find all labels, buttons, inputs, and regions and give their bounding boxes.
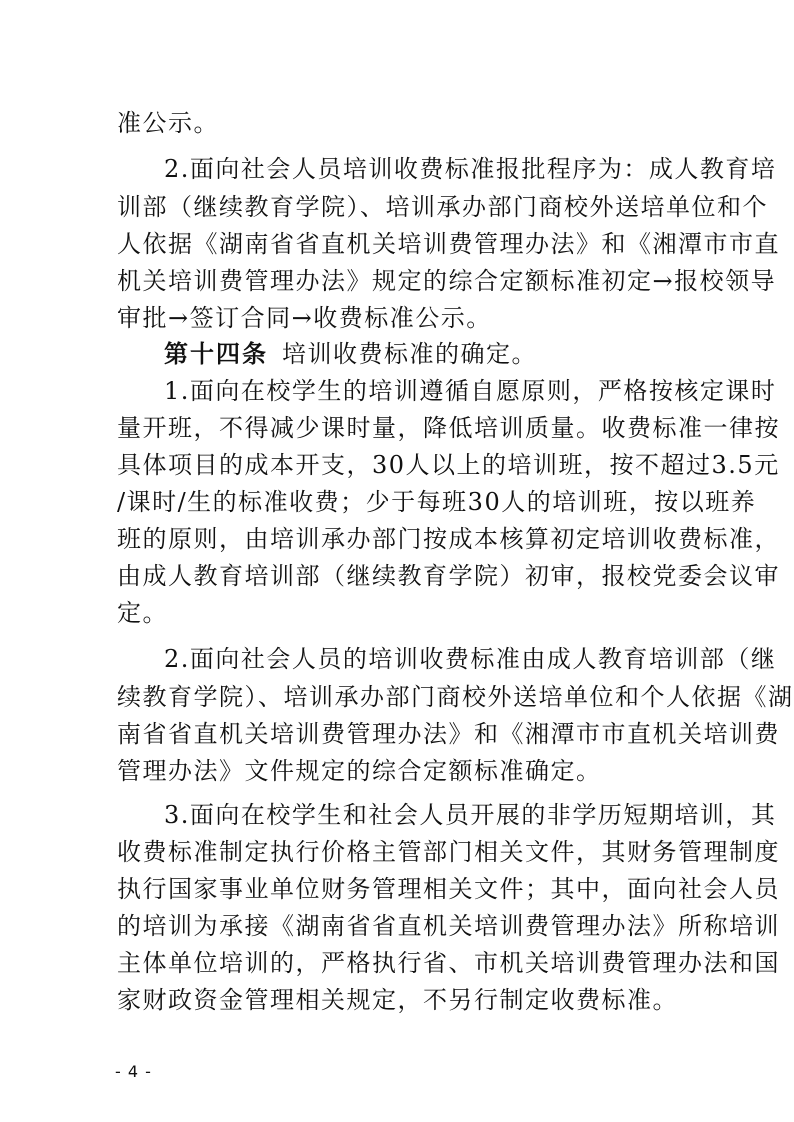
text-line: 班的原则，由培训承办部门按成本核算初定培训收费标准， [117,525,780,553]
text-line: 量开班，不得减少课时量，降低培训质量。收费标准一律按 [117,414,780,442]
text-line: 2.面向社会人员培训收费标准报批程序为：成人教育培 [164,155,777,183]
text-line: 收费标准制定执行价格主管部门相关文件，其财务管理制度 [117,838,780,866]
text-line: 3.面向在校学生和社会人员开展的非学历短期培训，其 [164,801,777,829]
text-line: 2.面向社会人员的培训收费标准由成人教育培训部（继 [164,645,777,673]
text-line: 具体项目的成本开支，30人以上的培训班，按不超过3.5元 [117,451,780,479]
text-line: 机关培训费管理办法》规定的综合定额标准初定→报校领导 [117,267,777,295]
article-number: 第十四条 [164,340,268,368]
text-line: 续教育学院）、培训承办部门商校外送培单位和个人依据《湖 [117,683,794,711]
text-line: 定。 [117,599,168,627]
text-line: 由成人教育培训部（继续教育学院）初审，报校党委会议审 [117,562,780,590]
text-line: 的培训为承接《湖南省省直机关培训费管理办法》所称培训 [117,912,780,940]
text-line: 主体单位培训的，严格执行省、市机关培训费管理办法和国 [117,949,780,977]
article-heading [164,339,537,369]
text-line: 执行国家事业单位财务管理相关文件；其中，面向社会人员 [117,875,780,903]
text-line: /课时/生的标准收费；少于每班30人的培训班，按以班养 [117,488,757,516]
text-line: 训部（继续教育学院）、培训承办部门商校外送培单位和个 [117,193,768,221]
page-number: - 4 - [115,1062,152,1081]
text-line: 准公示。 [117,109,219,137]
article-title: 培训收费标准的确定。 [282,340,537,368]
text-line: 管理办法》文件规定的综合定额标准确定。 [117,757,602,785]
text-line: 1.面向在校学生的培训遵循自愿原则，严格按核定课时 [164,377,777,405]
text-line: 审批→签订合同→收费标准公示。 [117,304,492,332]
text-line: 南省省直机关培训费管理办法》和《湘潭市市直机关培训费 [117,720,780,748]
text-line: 家财政资金管理相关规定，不另行制定收费标准。 [117,986,678,1014]
text-line: 人依据《湖南省省直机关培训费管理办法》和《湘潭市市直 [117,230,780,258]
